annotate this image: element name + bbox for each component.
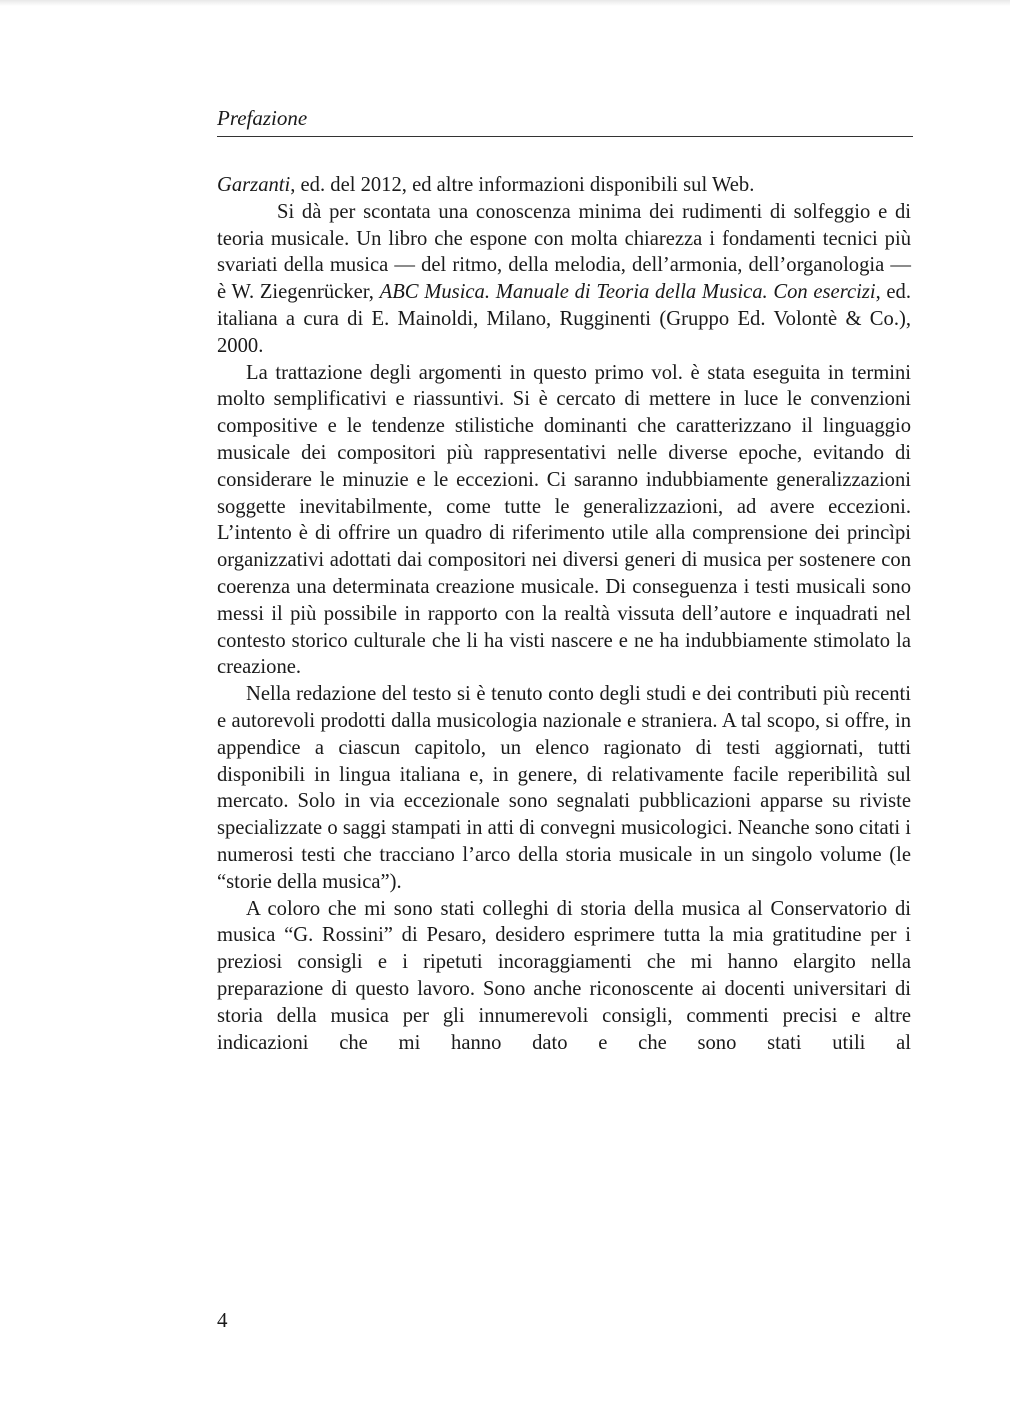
paragraph-4: Nella redazione del testo si è tenuto conto degli studi e dei contributi più recenti e autorevoli prodotti dalla musicologia nazionale e straniera. A tal scopo, si offre, in appendice a ciascun capitolo, un elenco ragionato di testi aggiornati, tutti disponibili in lingua italiana e, in genere, di relativamente facile reperibilità sul mercato. Solo in via eccezionale sono segnalati pubblicazioni apparse su riviste specializzate o saggi stampati in atti di convegni musicologici. Neanche sono citati i numerosi testi che tracciano l’arco della storia musicale in un singolo volume (le “storie della musica”). <box>217 683 911 893</box>
page-top-shadow <box>0 0 1010 6</box>
paragraph-2-text-a: Si dà per scontata una conoscenza minima dei rudimenti di solfeggio e di teoria musicale. Un libro che espone con molta chiarezza i fondamenti tecnici più svariati della musica — del ritmo, della melodia, dell’armonia, dell’organologia — è W. Ziegenrücker, <box>217 200 911 304</box>
running-head-title: Prefazione <box>217 104 913 137</box>
paragraph-2-book-title: ABC Musica. Manuale di Teoria della Musica. Con esercizi <box>379 281 876 304</box>
paragraph-1 <box>217 172 911 199</box>
paragraph-2 <box>217 199 911 360</box>
page-number: 4 <box>217 1308 228 1332</box>
paragraph-5: A coloro che mi sono stati colleghi di storia della musica al Conservatorio di musica “G. Rossini” di Pesaro, desidero esprimere tutta la mia gratitudine per i preziosi consigli e i ripetuti incoraggiamenti che mi hanno elargito nella preparazione di questo lavoro. Sono anche riconoscente ai docenti universitari di storia della musica per gli innumerevoli consigli, commenti precisi e altre indicazioni che mi hanno dato e che sono stati utili al <box>217 897 911 1054</box>
paragraph-1-text: , ed. del 2012, ed altre informazioni disponibili sul Web. <box>290 174 755 196</box>
body-text <box>217 172 911 1056</box>
paragraph-2-text-b: , ed. italiana a cura di E. Mainoldi, Milano, Rugginenti (Gruppo Ed. Volontè & Co.), 2000. <box>217 281 911 357</box>
paragraph-1-italic: Garzanti <box>217 174 291 196</box>
paragraph-3: La trattazione degli argomenti in questo primo vol. è stata eseguita in termini molto semplificativi e riassuntivi. Si è cercato di mettere in luce le convenzioni compositive e le tendenze stilistiche dominanti che caratterizzano il linguaggio musicale dei compositori più rappresentativi nelle diverse epoche, evitando di considerare le minuzie e le eccezioni. Ci saranno indubbiamente generalizzazioni soggette inevitabilmente, come tutte le generalizzazioni, ad avere eccezioni. L’intento è di offrire un quadro di riferimento utile alla comprensione dei princìpi organizzativi adottati dai compositori nei diversi generi di musica per sostenere con coerenza una determinata creazione musicale. Di conseguenza i testi musicali sono messi il più possibile in rapporto con la realtà vissuta dell’autore e inquadrati nel contesto storico culturale che li ha visti nascere e ne ha indubbiamente stimolato la creazione. <box>217 361 911 679</box>
